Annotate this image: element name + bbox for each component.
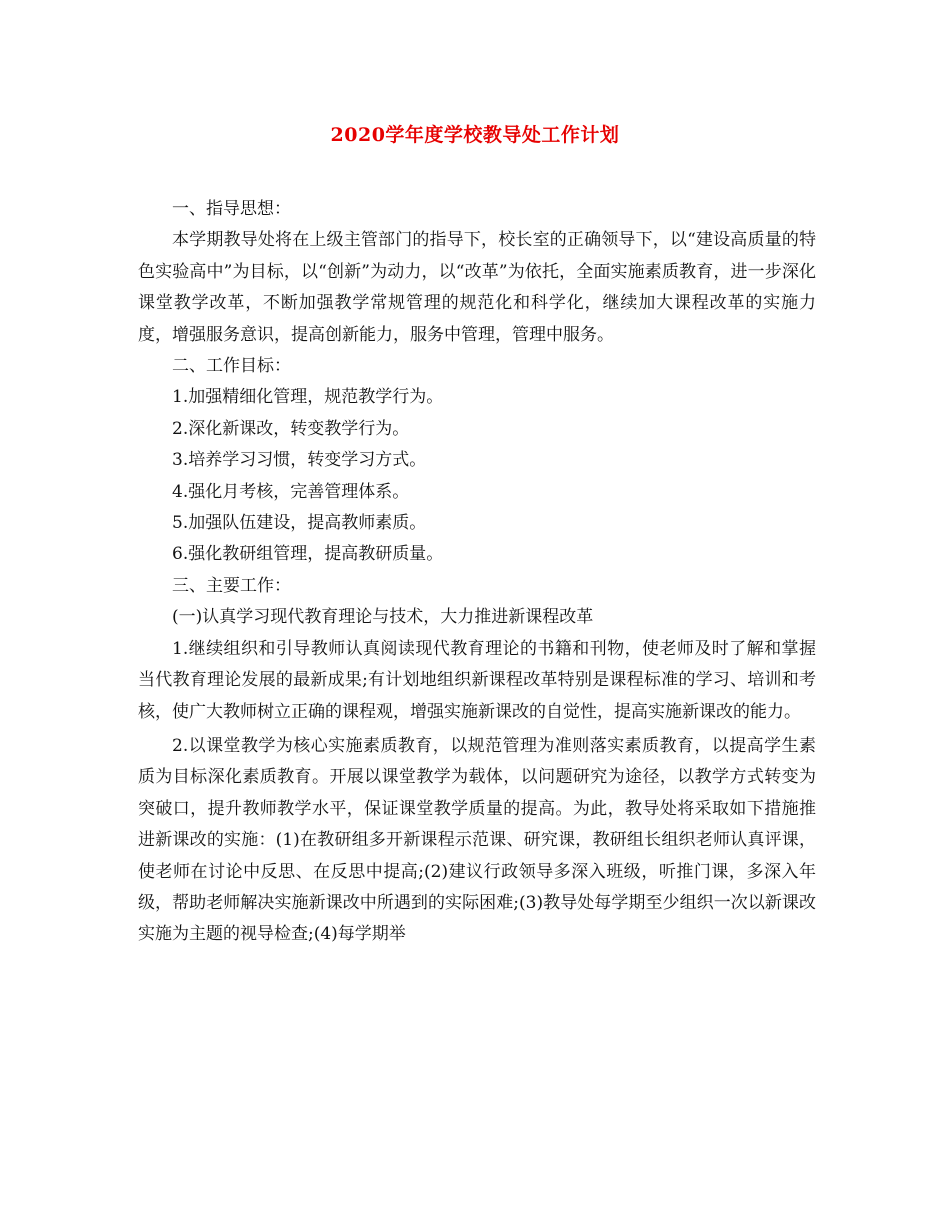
section-heading-guiding-ideology: 一、指导思想： bbox=[172, 199, 291, 219]
goal-item-5: 5.加强队伍建设，提高教师素质。 bbox=[172, 513, 427, 534]
paragraph-main-work-2: 2.以课堂教学为核心实施素质教育，以规范管理为准则落实素质教育，以提高学生素质为目标深化素质教育。开展以课堂教学为载体，以问题研究为途径，以教学方式转变为突破口，提升教师教学水平，保证课堂教学质量的提高。为此，教导处将采取如下措施推进新课改的实施：(1)在教研组多开新课程示范课、研究课，教研组长组织老师认真评课，使老师在讨论中反思、在反思中提高;(2)建议行政领导多深入班级，听推门课，多深入年级，帮助老师解决实施新课改中所遇到的实际困难;(3)教导处每学期至少组织一次以新课改实施为主题的视导检查;(4)每学期举 bbox=[138, 735, 816, 945]
section-heading-main-work: 三、主要工作： bbox=[172, 575, 291, 596]
paragraph-main-work-1: 1.继续组织和引导教师认真阅读现代教育理论的书籍和刊物，使老师及时了解和掌握当代教育理论发展的最新成果;有计划地组织新课程改革特别是课程标准的学习、培训和考核，使广大教师树立正确的课程观，增强实施新课改的自觉性，提高实施新课改的能力。 bbox=[138, 638, 816, 722]
paragraph-guiding-ideology: 本学期教导处将在上级主管部门的指导下，校长室的正确领导下，以“建设高质量的特色实验高中”为目标，以“创新”为动力，以“改革”为依托，全面实施素质教育，进一步深化课堂教学改革，不断加强教学常规管理的规范化和科学化，继续加大课程改革的实施力度，增强服务意识，提高创新能力，服务中管理，管理中服务。 bbox=[138, 230, 816, 345]
goal-item-6: 6.强化教研组管理，提高教研质量。 bbox=[172, 544, 444, 565]
goal-item-1: 1.加强精细化管理，规范教学行为。 bbox=[172, 387, 444, 408]
goal-item-4: 4.强化月考核，完善管理体系。 bbox=[172, 481, 410, 502]
section-heading-work-goals: 二、工作目标： bbox=[172, 356, 291, 377]
subsection-heading-1: (一)认真学习现代教育理论与技术，大力推进新课程改革 bbox=[172, 607, 594, 628]
goal-item-3: 3.培养学习习惯，转变学习方式。 bbox=[172, 450, 427, 471]
document-body bbox=[138, 194, 816, 951]
goal-item-2: 2.深化新课改，转变教学行为。 bbox=[172, 418, 410, 439]
document-title: 2020学年度学校教导处工作计划 bbox=[330, 124, 620, 146]
